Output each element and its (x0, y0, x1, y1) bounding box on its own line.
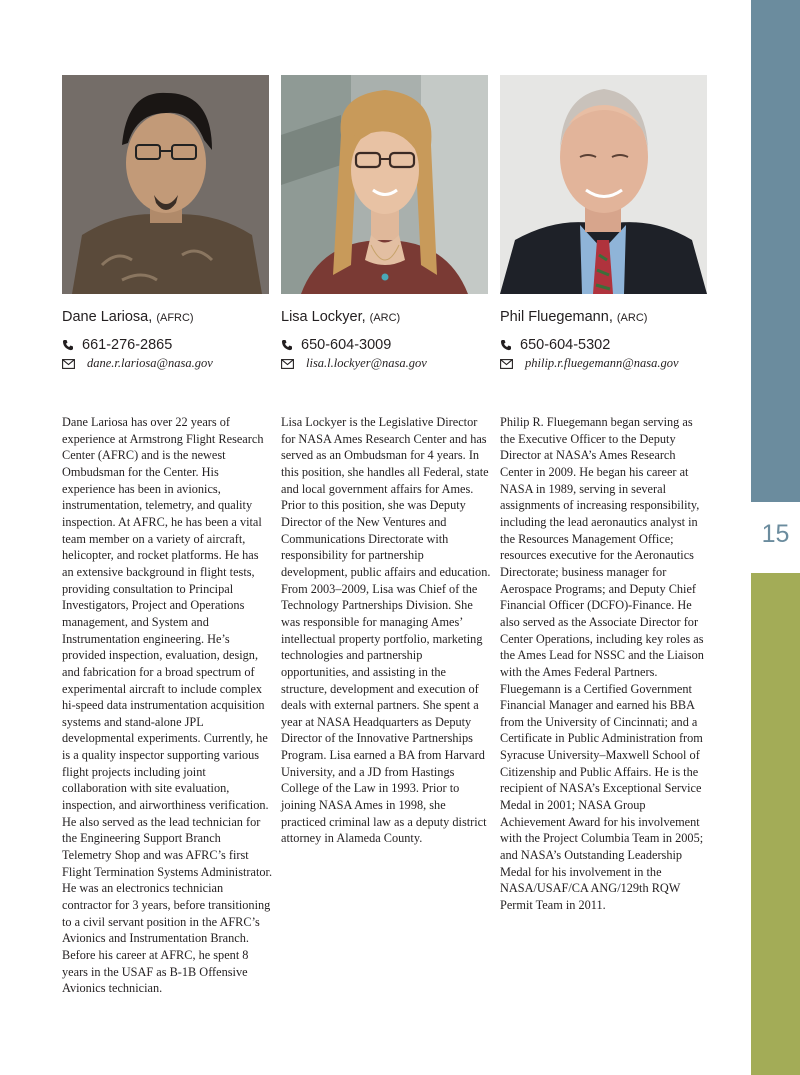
profile-center: (ARC) (616, 312, 648, 324)
phone-line (281, 337, 488, 353)
phone-icon (62, 339, 74, 351)
phone-number[interactable]: 650-604-5302 (520, 337, 611, 353)
profile-card-fluegemann (500, 75, 707, 371)
email-line (500, 356, 707, 371)
portrait-photo (62, 75, 269, 294)
profile-bio: Philip R. Fluegemann began serving as the Executive Officer to the Deputy Director at NASA’s Ames Research Center in 2009. He began his career at NASA in 1989, serving in several assignments of increasing responsibility, including the lead aeronautics analyst in the Resources Management Office; resources executive for the Aeronautics Directorate; business manager for Aerospace Programs; and Deputy Chief Financial Officer (DCFO)-Finance. He also served as the Associate Director for Center Operations, including key roles as the Ames Lead for NSSC and the Liaison with the Ames Federal Partners. Fluegemann is a Certified Government Financial Manager and earned his BBA from the University of Cincinnati; and a Certificate in Public Administration from Syracuse University–Maxwell School of Citizenship and Public Affairs. He is the recipient of NASA’s Exceptional Service Medal in 2001; NASA Group Achievement Award for his involvement with the Project Columbia Team in 2005; and NASA’s Outstanding Leadership Medal for his involvement in the NASA/USAF/CA ANG/129th RQW Permit Team in 2011. (500, 415, 704, 913)
email-address[interactable]: philip.r.fluegemann@nasa.gov (525, 356, 679, 370)
email-address[interactable]: lisa.l.lockyer@nasa.gov (306, 356, 427, 370)
profile-name: Lisa Lockyer, (281, 309, 366, 325)
envelope-icon (500, 359, 513, 369)
profile-bio: Dane Lariosa has over 22 years of experience at Armstrong Flight Research Center (AFRC) and is the newest Ombudsman for the Center. His experience has been in avionics, instrumentation, telemetry, and quality inspection. At AFRC, he has been a vital team member on a variety of aircraft, helicopter, and rocket platforms. He has an extensive background in flight tests, providing consultation to Principal Investigators, Project and Operations management, and System and Instrumentation engineering. He’s provided inspection, evaluation, design, and fabrication for a broad spectrum of experimental aircraft to include complex hi-speed data instrumentation acquisition systems and stand-alone JPL developmental experiments. Currently, he is a quality inspector supporting various flight projects including joint collaboration with site evaluation, inspection, and airworthiness verification. He also served as the lead technician for the Engineering Support Branch Telemetry Shop and was AFRC’s first Flight Termination Systems Administrator. He was an electronics technician contractor for 3 years, before transitioning to a civil servant position in the AFRC’s Avionics and Instrumentation Branch. Before his career at AFRC, he spent 8 years in the USAF as B-1B Offensive Avionics technician. (62, 415, 273, 996)
phone-line (500, 337, 707, 353)
envelope-icon (281, 359, 294, 369)
profile-center: (ARC) (369, 312, 401, 324)
profile-name: Dane Lariosa, (62, 309, 153, 325)
phone-line (62, 337, 269, 353)
profile-center: (AFRC) (156, 312, 194, 324)
portrait-photo (500, 75, 707, 294)
profile-name: Phil Fluegemann, (500, 309, 613, 325)
phone-number[interactable]: 661-276-2865 (82, 337, 173, 353)
profile-card-lockyer (281, 75, 488, 371)
side-color-bar-top (751, 0, 800, 502)
phone-icon (500, 339, 512, 351)
profile-card-lariosa (62, 75, 269, 371)
side-color-bar-bottom (751, 573, 800, 1075)
email-address[interactable]: dane.r.lariosa@nasa.gov (87, 356, 213, 370)
portrait-photo (281, 75, 488, 294)
page-number: 15 (761, 520, 790, 548)
profile-name-line (281, 309, 488, 325)
phone-number[interactable]: 650-604-3009 (301, 337, 392, 353)
profile-bio: Lisa Lockyer is the Legislative Director for NASA Ames Research Center and has served as an Ombudsman for 4 years. In this position, she handles all Federal, state and local government affairs for Ames. Prior to this position, she was Deputy Director of the New Ventures and Communications Directorate with responsibility for partnership development, public affairs and education. From 2003–2009, Lisa was Chief of the Technology Partnerships Division. She was responsible for managing Ames’ intellectual property portfolio, marketing technologies and partnership opportunities, and assisting in the structure, development and execution of deals with external partners. She spent a year at NASA Headquarters as Deputy Director of the Innovative Partnerships Program. Lisa earned a BA from Harvard University, and a JD from Hastings College of the Law in 1993. Prior to joining NASA Ames in 1998, she practiced criminal law as a deputy district attorney in Alameda County. (281, 415, 491, 846)
envelope-icon (62, 359, 75, 369)
profile-name-line (500, 309, 707, 325)
phone-icon (281, 339, 293, 351)
email-line (281, 356, 488, 371)
email-line (62, 356, 269, 371)
profile-name-line (62, 309, 269, 325)
